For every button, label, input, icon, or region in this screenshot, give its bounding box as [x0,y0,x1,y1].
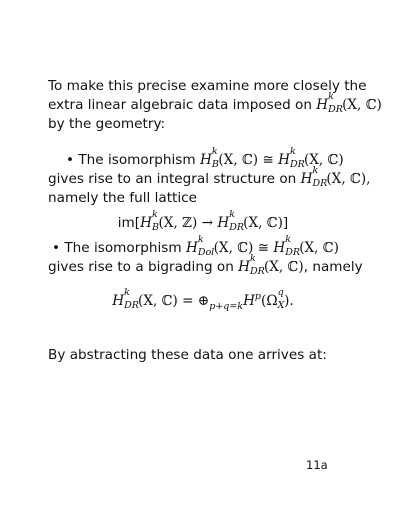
math-script-q-X [277,287,285,311]
math-H: H [140,215,152,231]
math-script-k-DR [328,91,343,115]
intro-text-2: extra linear algebraic data imposed on [48,97,312,113]
bullet-dot-2: • [52,240,61,256]
sup-k: k [229,209,236,220]
sub-DR: DR [229,222,245,233]
math-script-k-B [211,146,219,170]
math-script-k-Dol [197,234,215,258]
bullet1-line-2 [48,165,371,189]
bullet2-tail: , namely [303,259,363,275]
math-close: ). [284,293,294,309]
math-script-k-DR [229,209,245,233]
math-script-k-DR [285,234,301,258]
intro-line-2 [48,91,382,115]
sub-DR: DR [285,247,301,258]
sup-k: k [151,209,158,220]
math-oplus-sub: p+q=k [209,301,244,312]
math-omega: (Ω [261,293,278,309]
math-im-open: im[ [117,215,141,231]
bullet2-line-1 [52,234,372,258]
math-XC: (X, ℂ) [299,240,339,256]
math-comma: , [366,171,371,187]
intro-text-1: To make this precise examine more closely the [48,78,367,94]
closing-text: By abstracting these data one arrives at: [48,347,327,363]
sub-DR: DR [290,159,305,170]
bullet1-line-1 [66,146,386,170]
math-script-k-DR [312,165,328,189]
page-number: 11a [306,458,328,472]
math-H: H [199,152,212,168]
math-H: H [238,259,251,275]
bullet2-line-2 [48,253,368,277]
intro-line-3 [48,116,368,133]
sub-Dol: Dol [197,247,215,258]
math-XC: (X, ℂ) [263,259,304,275]
math-cong: ≅ [257,240,270,256]
math-H: H [243,293,255,309]
bullet-dot-1: • [66,152,75,168]
intro-text-3: by the geometry: [48,116,166,132]
sup-k: k [250,253,256,264]
math-XC: (X, ℂ) [138,293,178,309]
math-oplus: ⊕ [197,293,210,309]
math-H: H [278,152,291,168]
sup-q: q [277,287,284,298]
math-im-close: ] [282,215,289,231]
sup-k: k [124,287,130,298]
math-XC: (X, ℂ) [218,152,259,168]
math-script-k-DR [290,146,305,170]
sub-X: X [277,300,285,311]
sub-DR: DR [312,178,328,189]
math-XC: (X, ℂ) [342,97,382,113]
math-script-k-DR [250,253,265,277]
math-XZ: (X, ℤ) [158,215,198,231]
math-cong: ≅ [262,152,274,168]
math-script-k-DR [124,287,139,311]
sup-k: k [290,146,296,157]
sup-k: k [197,234,204,245]
sub-B: B [211,159,219,170]
math-arrow: → [201,215,214,231]
sup-p: p [254,291,262,302]
bullet1-text-3: namely the full lattice [48,190,197,206]
sup-k: k [211,146,218,157]
math-H: H [273,240,286,256]
math-script-k-B [151,209,159,233]
closing-line [48,347,368,364]
intro-line-1 [48,78,368,95]
bullet2-lead: The isomorphism [64,240,182,256]
sup-k: k [328,91,334,102]
math-H: H [300,171,313,187]
math-XC: (X, ℂ) [213,240,254,256]
math-H: H [185,240,198,256]
math-H: H [217,215,230,231]
sub-DR: DR [124,300,139,311]
sub-DR: DR [328,104,343,115]
math-eq: = [182,293,194,309]
lattice-formula [0,209,400,233]
sub-DR: DR [250,266,265,277]
bullet1-lead: The isomorphism [78,152,196,168]
sub-B: B [151,222,159,233]
math-H: H [316,97,329,113]
bullet1-line-3 [48,190,368,207]
sup-k: k [312,165,319,176]
math-H: H [112,293,125,309]
math-XC: (X, ℂ) [243,215,283,231]
sup-k: k [285,234,292,245]
math-XC: (X, ℂ) [303,152,344,168]
math-XC: (X, ℂ) [326,171,367,187]
bullet2-text-2: gives rise to a bigrading on [48,259,234,275]
bullet1-text-2: gives rise to an integral structure on [48,171,297,187]
bigrading-formula [0,288,400,315]
